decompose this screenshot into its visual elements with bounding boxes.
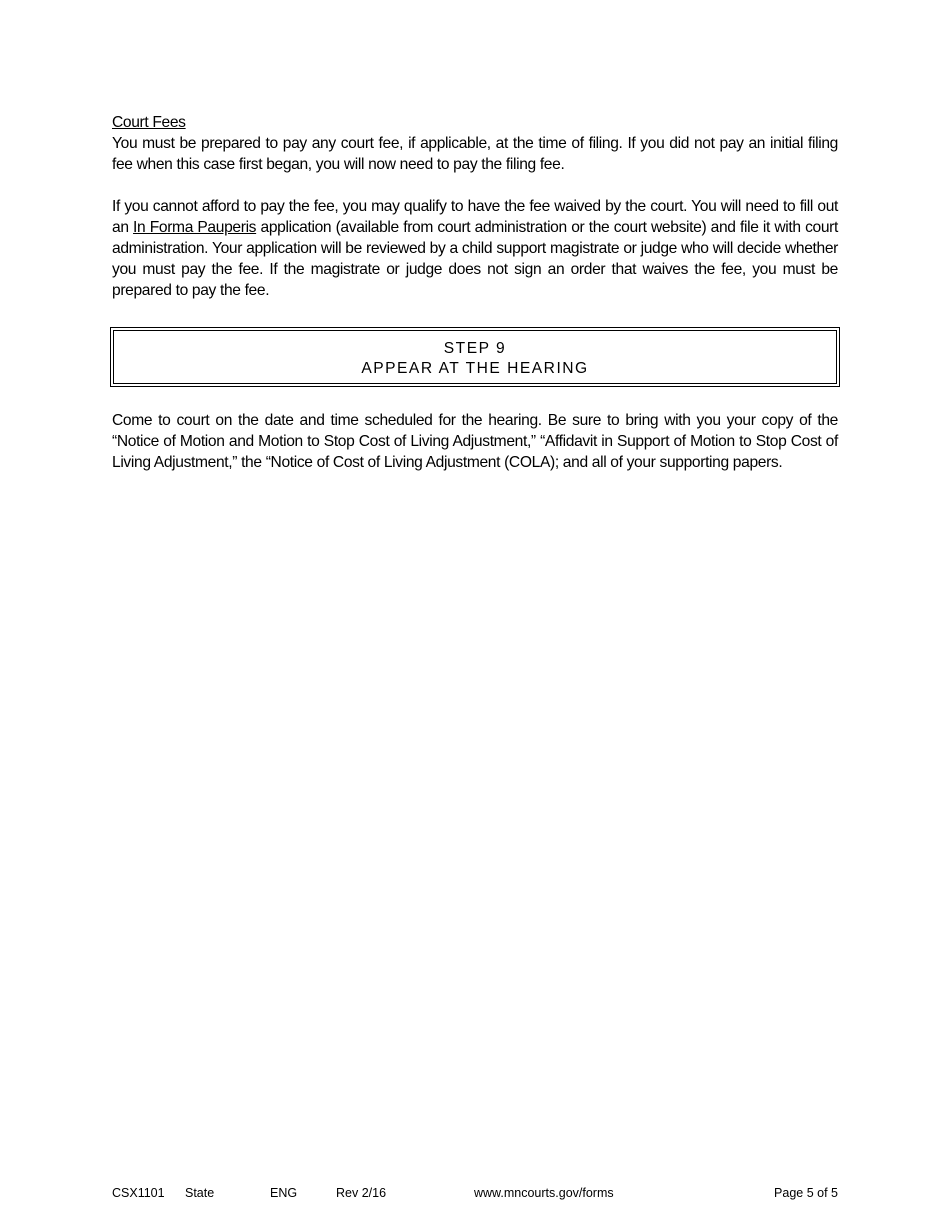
- footer-language: ENG: [270, 1186, 298, 1200]
- para2-text-before: If you cannot afford to pay the fee, you may qualify to have the fee waived by the court. You will need to fill out an: [112, 198, 838, 236]
- footer-jurisdiction: State: [185, 1186, 215, 1200]
- step-number: STEP 9: [443, 340, 507, 357]
- footer-revision: Rev 2/16: [336, 1186, 387, 1200]
- footer-page-number: Page 5 of 5: [774, 1186, 838, 1200]
- in-forma-pauperis-term: In Forma Pauperis: [133, 219, 257, 236]
- footer-form-id: CSX1101: [112, 1186, 165, 1200]
- step-9-box: [110, 327, 840, 387]
- para2-text-after: application (available from court administration or the court website) and file it with court administration. Your application will be reviewed by a child support magistrate or judge who will decide whether you must pay the fee. If the magistrate or judge does not sign an order that waives the fee, you must be prepared to pay the fee.: [112, 219, 838, 299]
- hearing-paragraph: Come to court on the date and time scheduled for the hearing. Be sure to bring with you your copy of the “Notice of Motion and Motion to Stop Cost of Living Adjustment,” “Affidavit in Support of Motion to Stop Cost of Living Adjustment,” the “Notice of Cost of Living Adjustment (COLA); and all of your supporting papers.: [112, 412, 838, 471]
- footer-url: www.mncourts.gov/forms: [474, 1186, 614, 1200]
- court-fees-heading: Court Fees: [112, 114, 186, 131]
- court-fees-paragraph-2: [112, 196, 838, 301]
- step-title: APPEAR AT THE HEARING: [361, 360, 589, 377]
- court-fees-paragraph-1: You must be prepared to pay any court fee, if applicable, at the time of filing. If you did not pay an initial filing fee when this case first began, you will now need to pay the filing fee.: [112, 135, 838, 173]
- court-fees-section: [112, 112, 838, 301]
